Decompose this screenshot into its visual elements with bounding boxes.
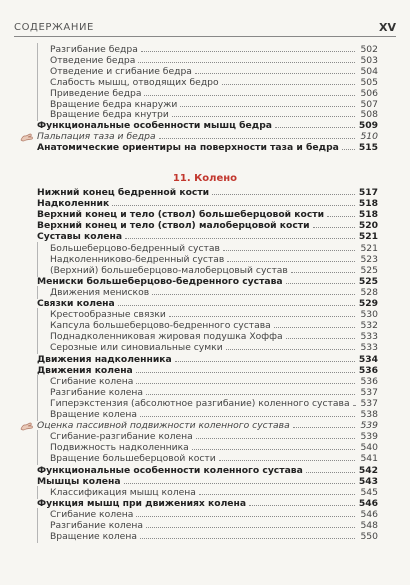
dot-leader xyxy=(195,65,355,74)
dot-leader xyxy=(124,475,355,484)
dot-leader xyxy=(169,308,355,317)
toc-entry-title: Слабость мышц, отводящих бедро xyxy=(50,76,219,88)
dot-leader xyxy=(342,141,355,150)
dot-leader xyxy=(152,286,355,295)
toc-entry-page: 530 xyxy=(360,309,378,321)
toc-entry-title: Поднадколенниковая жировая подушка Хоффа xyxy=(50,331,283,343)
toc-entry-title: Крестообразные связки xyxy=(50,309,166,321)
dot-leader xyxy=(172,108,355,117)
dot-leader xyxy=(286,330,355,339)
toc-entry-page: 509 xyxy=(358,120,378,132)
toc-entry-title: Сгибание-разгибание колена xyxy=(50,431,193,443)
toc-entry-title: Серозные или синовиальные сумки xyxy=(50,342,223,354)
toc-entry-title: Сгибание колена xyxy=(50,375,134,387)
dot-leader xyxy=(219,452,355,461)
toc-entry-title: Функциональные особенности коленного сустава xyxy=(37,464,303,476)
toc-entry-page: 545 xyxy=(360,486,378,498)
palpation-hand-icon xyxy=(20,420,34,432)
dot-leader xyxy=(192,441,355,450)
chapter-number: 11. xyxy=(172,173,191,184)
toc-entry-page: 550 xyxy=(360,531,378,543)
dot-leader xyxy=(140,530,355,539)
toc-entry xyxy=(0,141,410,154)
toc-entry-page: 504 xyxy=(360,65,378,77)
toc-entry-page: 520 xyxy=(358,220,378,232)
dot-leader xyxy=(136,375,355,384)
chapter-heading xyxy=(0,173,410,184)
chapter-title: Колено xyxy=(194,173,238,184)
dot-leader xyxy=(159,130,355,139)
toc-entry-page: 506 xyxy=(360,87,378,99)
toc-entry-page: 537 xyxy=(360,397,378,409)
toc-entry-page: 503 xyxy=(360,54,378,66)
dot-leader xyxy=(112,197,355,206)
palpation-hand-icon xyxy=(20,131,34,143)
toc-entry-title: Вращение колена xyxy=(50,531,137,543)
dot-leader xyxy=(249,497,355,506)
dot-leader xyxy=(175,353,355,362)
dot-leader xyxy=(144,87,355,96)
toc-entry-title: Надколенниково-бедренный сустав xyxy=(50,253,225,265)
toc-entry-page: 543 xyxy=(358,475,378,487)
toc-entry-page: 537 xyxy=(360,386,378,398)
toc-entry-page: 525 xyxy=(358,275,378,287)
dot-leader xyxy=(118,297,355,306)
dot-leader xyxy=(140,408,355,417)
toc-entry-title: Подвижность надколенника xyxy=(50,442,189,454)
toc-entry-title: Вращение колена xyxy=(50,409,137,420)
header-divider xyxy=(14,36,396,37)
dot-leader xyxy=(327,208,355,217)
toc-entry-title: Большеберцово-бедренный сустав xyxy=(50,242,220,254)
toc-entry-title: Функция мышц при движениях колена xyxy=(37,497,247,509)
toc-entry-page: 533 xyxy=(360,342,378,354)
dot-leader xyxy=(138,54,355,63)
toc-entry-title: Вращение бедра кнутри xyxy=(50,109,169,121)
toc-entry-title: Функциональные особенности мышц бедра xyxy=(37,120,272,132)
toc-entry-title: Капсула большеберцово-бедренного сустава xyxy=(50,320,271,332)
dot-leader xyxy=(146,386,355,395)
toc-entry-page: 525 xyxy=(360,264,378,276)
toc-entry-page: 507 xyxy=(360,98,378,110)
dot-leader xyxy=(222,76,355,85)
dot-leader xyxy=(226,341,355,350)
toc-entry-page: 548 xyxy=(360,520,378,531)
toc-entry-title: Движения надколенника xyxy=(37,353,172,365)
dot-leader xyxy=(136,508,355,517)
toc-entry-title: Гиперэкстензия (абсолютное разгибание) коленного сустава xyxy=(50,397,350,409)
toc-entry-title: (Верхний) большеберцово-малоберцовый сустав xyxy=(50,264,288,276)
dot-leader xyxy=(212,186,355,195)
toc-entry-title: Мениски большеберцово-бедренного сустава xyxy=(37,275,283,287)
dot-leader xyxy=(146,519,355,528)
toc-entry-title: Верхний конец и тело (ствол) малоберцовой кости xyxy=(37,220,310,232)
toc-entry-page: 536 xyxy=(358,364,378,376)
toc-entry-page: 533 xyxy=(360,331,378,343)
toc-entry-title: Приведение бедра xyxy=(50,87,142,99)
toc-entry-page: 538 xyxy=(360,409,378,420)
toc-entry-page: 534 xyxy=(358,353,378,365)
toc-entry-title: Отведение бедра xyxy=(50,54,136,66)
dot-leader xyxy=(223,242,355,251)
toc-entry-title: Оценка пассивной подвижности коленного сустава xyxy=(37,420,290,432)
toc-entry-page: 505 xyxy=(360,76,378,88)
dot-leader xyxy=(306,464,355,473)
toc-entry-title: Вращение большеберцовой кости xyxy=(50,453,216,465)
toc-entry-title: Пальпация таза и бедра xyxy=(37,131,156,143)
toc-entry-page: 515 xyxy=(358,142,378,154)
toc-entry-page: 510 xyxy=(360,131,378,143)
toc-entry-title: Движения колена xyxy=(37,364,133,376)
page-header xyxy=(0,0,410,37)
toc-entry-page: 542 xyxy=(358,464,378,476)
dot-leader xyxy=(313,219,355,228)
toc-entry-title: Нижний конец бедренной кости xyxy=(37,187,210,198)
toc-entry-page: 540 xyxy=(360,442,378,454)
dot-leader xyxy=(291,264,355,273)
toc-entry-title: Вращение бедра кнаружи xyxy=(50,98,178,110)
toc-entry xyxy=(0,530,410,543)
toc-entry-title: Суставы колена xyxy=(37,231,123,243)
toc-entry-title: Разгибание бедра xyxy=(50,44,138,55)
toc-entry-page: 529 xyxy=(358,298,378,309)
dot-leader xyxy=(180,98,355,107)
toc-entry-title: Верхний конец и тело (ствол) большеберцовой кости xyxy=(37,209,325,221)
toc-entry-title: Анатомические ориентиры на поверхности таза и бедра xyxy=(37,142,339,154)
toc-entry-page: 541 xyxy=(360,453,378,465)
toc-entry-page: 546 xyxy=(360,508,378,520)
dot-leader xyxy=(227,253,355,262)
toc-entry-page: 536 xyxy=(360,375,378,387)
dot-leader xyxy=(275,119,355,128)
dot-leader xyxy=(141,43,355,52)
toc-entry-title: Связки колена xyxy=(37,298,115,309)
toc-entry-title: Классификация мышц колена xyxy=(50,486,196,498)
toc-entry-page: 518 xyxy=(358,209,378,221)
dot-leader xyxy=(274,319,355,328)
dot-leader xyxy=(136,364,355,373)
toc-entry-page: 532 xyxy=(360,320,378,332)
dot-leader xyxy=(125,230,355,239)
toc-entry-title: Разгибание колена xyxy=(50,520,144,531)
dot-leader xyxy=(286,275,355,284)
toc-entry-title: Отведение и сгибание бедра xyxy=(50,65,192,77)
toc-entry-page: 528 xyxy=(360,286,378,298)
header-page-number: XV xyxy=(379,21,396,34)
dot-leader xyxy=(293,419,355,428)
toc-entry-page: 508 xyxy=(360,109,378,121)
toc-entry-page: 521 xyxy=(360,242,378,254)
toc-entry-page: 523 xyxy=(360,253,378,265)
toc-entry-page: 546 xyxy=(358,497,378,509)
toc-entry-page: 521 xyxy=(358,231,378,243)
header-title: СОДЕРЖАНИЕ xyxy=(14,22,94,33)
toc-entry-page: 517 xyxy=(358,187,378,198)
dot-leader xyxy=(196,430,355,439)
toc-entry-title: Сгибание колена xyxy=(50,508,134,520)
toc-entry-title: Разгибание колена xyxy=(50,386,144,398)
toc-entry-page: 539 xyxy=(360,431,378,443)
toc-entry-page: 539 xyxy=(360,420,378,432)
toc-entry-title: Надколенник xyxy=(37,198,110,210)
toc-entry-page: 518 xyxy=(358,198,378,210)
dot-leader xyxy=(353,397,355,406)
toc-entry-title: Движения менисков xyxy=(50,286,150,298)
toc-entry-title: Мышцы колена xyxy=(37,475,121,487)
dot-leader xyxy=(199,486,355,495)
toc-entry-page: 502 xyxy=(360,44,378,55)
